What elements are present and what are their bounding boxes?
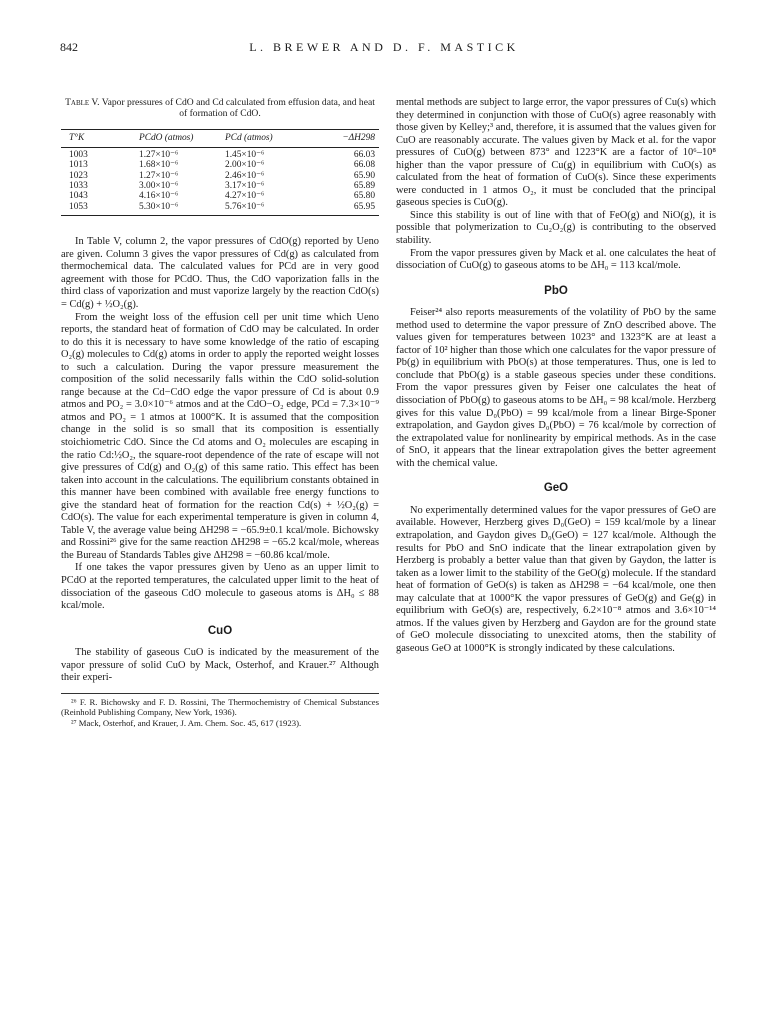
table-caption <box>61 97 379 119</box>
vapor-pressure-table <box>61 129 379 216</box>
table-row <box>61 171 379 181</box>
table-label: Table V. <box>65 97 100 108</box>
running-head: L. BREWER AND D. F. MASTICK <box>249 40 519 54</box>
left-column <box>61 97 379 728</box>
table-cell: 3.00×10⁻⁶ <box>139 181 179 192</box>
table-cell: 1.45×10⁻⁶ <box>225 149 265 160</box>
table-cell: 4.27×10⁻⁶ <box>225 191 265 202</box>
table-caption-text: Vapor pressures of CdO and Cd calculated from effusion data, and heat of formation of CdO. <box>101 97 375 120</box>
table-row <box>61 160 379 170</box>
table-cell: 2.00×10⁻⁶ <box>225 160 265 171</box>
body-paragraph: In Table V, column 2, the vapor pressures of CdO(g) reported by Ueno are given. Column 3 gives the vapor pressures of Cd(g) as calculated from thermochemical data. The calculated values for PCd are in very good agreement with those for PCdO. Thus, the CdO vaporization falls in the third class of vaporization and must vaporize largely by the reaction CdO(s) = Cd(g) + ½O₂(g). <box>61 236 379 310</box>
table-cell: 66.08 <box>353 160 375 171</box>
table-cell: 1013 <box>69 160 88 171</box>
footnotes <box>61 693 379 728</box>
page-number: 842 <box>60 40 78 54</box>
body-paragraph: No experimentally determined values for the vapor pressures of GeO are available. However, Herzberg gives D₀(GeO) = 159 kcal/mole by a linear extrapolation, and Gaydon gives D₀(GeO) = 127 kcal/mole. Although the results for PbO and SnO indicate that the linear extrapolation given by Herzberg is probably a better value than that given by Gaydon, the latter is taken as a lower limit to the stability of the GeO(g) molecule. If the standard heat of formation of GeO(s) is taken as ΔH298 = −64 kcal/mole, one then may calculate that at 1000°K the vapor pressures of GeO(g) and Ge(g) in equilibrium with GeO(s) are, respectively, 6.2×10⁻⁸ atmos and 3.6×10⁻¹⁴ atmos. If the values given by Herzberg and Gaydon are for the ground state of GeO molecule dissociating to unexcited atoms, then the stability of gaseous GeO at 1000°K is strongly indicated by these calculations. <box>396 504 716 654</box>
table-cell: 1003 <box>69 149 88 160</box>
table-cell: 4.16×10⁻⁶ <box>139 191 179 202</box>
table-row <box>61 202 379 216</box>
body-paragraph: The stability of gaseous CuO is indicated by the measurement of the vapor pressure of solid CuO by Mack, Osterhof, and Krauer.²⁷ Although their experi- <box>61 647 379 684</box>
table-cell: 5.30×10⁻⁶ <box>139 202 225 216</box>
right-column <box>396 97 716 655</box>
body-paragraph: If one takes the vapor pressures given by Ueno as an upper limit to PCdO at the reported temperatures, the calculated upper limit to the heat of dissociation of the gaseous CdO molecule to gaseous atoms is ΔH₀ ≤ 88 kcal/mole. <box>61 562 379 612</box>
table-cell: 1.68×10⁻⁶ <box>139 160 179 171</box>
table-cell: 1.27×10⁻⁶ <box>139 170 179 181</box>
table-cell: 66.03 <box>353 149 375 160</box>
body-paragraph: Feiser²⁴ also reports measurements of the volatility of PbO by the same method used to determine the vapor pressure of ZnO described above. The values given for temperatures between 1023° and 1323°K are at least a factor of 10² higher than those which one calculates for the vapor pressure of Pb(g) in equilibrium with PbO(s) at those temperatures. Thus, one is led to conclude that PbO(g) is a stable gaseous species under these conditions. From the vapor pressures given by Feiser one calculates the heat of dissociation of PbO(g) to gaseous atoms to be ΔH₀ = 98 kcal/mole. Herzberg gives for this value D₀(PbO) = 99 kcal/mole from a linear Birge-Sponer extrapolation, and Gaydon gives D₀(PbO) = 76 kcal/mole by correction of the extrapolated value for nonlinearity by empirical methods. As in the case of SnO, it appears that the linear extrapolation gives the better agreement with the chemical value. <box>396 307 716 469</box>
table-cell: 65.89 <box>353 181 375 192</box>
table-cell: 65.80 <box>353 191 375 202</box>
table-row <box>61 147 379 160</box>
table-cell: 1053 <box>61 202 139 216</box>
table-cell: 2.46×10⁻⁶ <box>225 170 265 181</box>
table-cell: 5.76×10⁻⁶ <box>225 202 321 216</box>
table-cell: 1033 <box>69 181 88 192</box>
footnote: ²⁷ Mack, Osterhof, and Krauer, J. Am. Chem. Soc. 45, 617 (1923). <box>71 717 302 728</box>
body-paragraph: From the weight loss of the effusion cell per unit time which Ueno reports, the standard heat of formation of CdO may be calculated. In order to do this it is necessary to have some knowledge of the ratio of escaping O₂(g) molecules to Cd(g) atoms in order to apply the reported weight losses to such a calculation. During the vapor pressure measurement the composition of the solid necessarily falls within the CdO solid-solution range because at the Cd−CdO edge the vapor pressure of Cd is about 0.9 atmos and PO₂ = 3.0×10⁻⁶ atmos and at the CdO−O₂ edge, PCd = 7.3×10⁻⁹ atmos and PO₂ = 1 atmos at 1000°K. It is assumed that the composition change in the solid is so small that its composition is essentially stoichiometric CdO. Since the Cd atoms and O₂ molecules are escaping in the ratio Cd:½O₂, the square-root dependence of the rate of escape will not give pressures of Cd(g) and O₂(g) of this same ratio. This effect has been taken into account in the calculations. The equilibrium constants obtained in this manner have been combined with available free energy functions to give the standard heat of formation for the reaction Cd(s) + ½O₂(g) = CdO(s). The value for each experimental temperature is given in column 4, Table V, the average value being ΔH298 = −65.9±0.1 kcal/mole. Bichowsky and Rossini²⁶ give for the same reaction ΔH298 = −65.2 kcal/mole, whereas the Bureau of Standards Tables give ΔH298 = −60.86 kcal/mole. <box>61 311 379 561</box>
table-cell: 1043 <box>69 191 88 202</box>
body-paragraph: From the vapor pressures given by Mack et al. one calculates the heat of dissociation of CuO(g) to gaseous atoms to be ΔH₀ = 113 kcal/mole. <box>396 247 716 272</box>
table-header-row <box>61 130 379 147</box>
table-cell: 65.90 <box>353 170 375 181</box>
section-heading-geo: GeO <box>543 482 569 495</box>
table-row <box>61 191 379 201</box>
section-heading-pbo: PbO <box>544 284 568 297</box>
body-paragraph: Since this stability is out of line with that of FeO(g) and NiO(g), it is possible that polymerization to Cu₂O₂(g) is contributing to the observed stability. <box>396 209 716 247</box>
col-header-p-cd: PCd (atmos) <box>225 130 321 147</box>
col-header-temperature: T°K <box>61 130 139 147</box>
table-cell: 65.95 <box>321 202 379 216</box>
page-header <box>60 40 708 60</box>
col-header-delta-h: −ΔH298 <box>321 130 379 147</box>
body-paragraph: mental methods are subject to large error, the vapor pressures of Cu(s) which they determined in conjunction with those of CuO(s) agree reasonably with those given by Kelley;³ and, therefore, it is assumed that the values given for CuO are reasonably accurate. The values given by Mack et al. for the vapor pressures of CuO(g) between 873° and 1223°K are a factor of 10⁶–10⁸ higher than the vapor pressure of Cu(g) in equilibrium with CuO(s) as calculated from the heat of formation of CuO(s). Since these experiments were conducted in 1 atmos O₂, it must be concluded that the principal gaseous species is CuO(g). <box>396 97 716 209</box>
table-cell: 1023 <box>69 170 88 181</box>
col-header-p-cdo: PCdO (atmos) <box>139 130 225 147</box>
table-cell: 3.17×10⁻⁶ <box>225 181 265 192</box>
section-heading-cuo: CuO <box>207 624 233 637</box>
table-row <box>61 181 379 191</box>
footnote: ²⁶ F. R. Bichowsky and F. D. Rossini, The Thermochemistry of Chemical Substances (Reinhold Publishing Company, New York, 1936). <box>61 696 379 718</box>
table-cell: 1.27×10⁻⁶ <box>139 149 179 160</box>
